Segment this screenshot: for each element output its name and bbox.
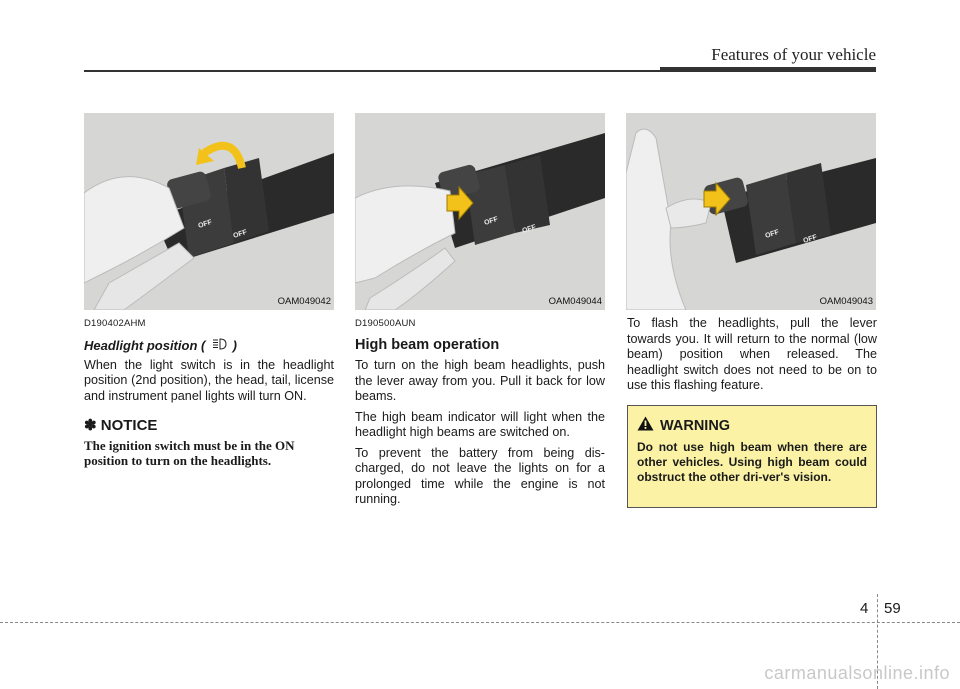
heading-text: Headlight position ( [84, 337, 206, 353]
photo-flash-headlights [626, 113, 876, 310]
lever-off-label-1: OFF [483, 215, 499, 227]
section-code: D190500AUN [355, 318, 416, 329]
notice-title: ✽ NOTICE [84, 417, 158, 435]
photo-id: OAM049044 [548, 296, 602, 307]
page-number: 59 [884, 600, 901, 617]
warning-text: Do not use high beam when there are other vehicles. Using high beam could obstruct the other dri-ver's vision. [637, 440, 867, 484]
lever-illustration [355, 113, 605, 310]
heading-text-end: ) [232, 337, 237, 353]
column-high-beam [355, 316, 605, 513]
lever-illustration [626, 113, 876, 310]
photo-id: OAM049043 [819, 296, 873, 307]
notice-text: The ignition switch must be in the ON position to turn on the headlights. [84, 437, 295, 468]
photo-headlight-position [84, 113, 334, 310]
section-heading: High beam operation [355, 336, 500, 353]
lever-illustration [84, 113, 334, 310]
footer-rule [0, 622, 960, 623]
column-flash [627, 316, 877, 399]
page-header-title: Features of your vehicle [711, 45, 876, 64]
section-heading [84, 338, 334, 354]
lever-off-label-1: OFF [197, 218, 213, 230]
paragraph: To turn on the high beam headlights, push the lever away from you. Pull it back for low beams. [355, 358, 605, 403]
header-rule-accent [660, 67, 876, 72]
lever-off-label-2: OFF [232, 228, 248, 240]
photo-id: OAM049042 [277, 296, 331, 307]
column-headlight-position [84, 316, 334, 468]
headlamp-icon [211, 338, 227, 354]
photo-high-beam [355, 113, 605, 310]
watermark: carmanualsonline.info [764, 663, 950, 683]
paragraph: To prevent the battery from being dis-charged, do not leave the lights on for a prolonged time while the engine is not running. [355, 445, 605, 506]
warning-title: WARNING [660, 417, 731, 434]
chapter-number: 4 [860, 600, 869, 617]
warning-box [627, 405, 877, 508]
warning-triangle-icon [637, 416, 654, 435]
section-code: D190402AHM [84, 318, 146, 329]
lever-off-label-2: OFF [521, 223, 537, 235]
paragraph: The high beam indicator will light when the headlight high beams are switched on. [355, 409, 605, 439]
paragraph: To flash the headlights, pull the lever towards you. It will return to the normal (low beam) position when released. The headlight switch does not need to be on to use this flashing feature. [627, 316, 877, 392]
lever-off-label-1: OFF [764, 228, 780, 240]
lever-off-label-2: OFF [802, 233, 818, 245]
warning-header [637, 416, 867, 435]
paragraph: When the light switch is in the headlight position (2nd position), the head, tail, license and instrument panel lights will turn ON. [84, 357, 334, 403]
